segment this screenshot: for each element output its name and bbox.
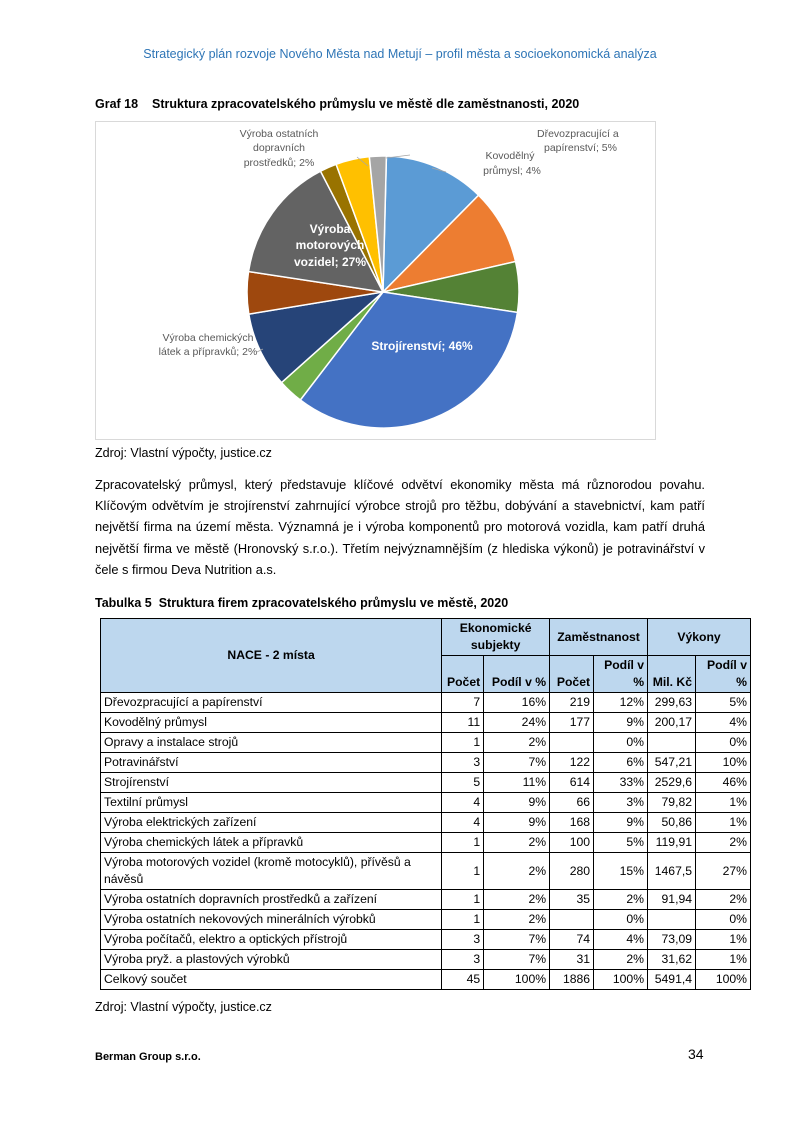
- cell-value: 0%: [696, 910, 751, 930]
- cell-nace-name: Celkový součet: [101, 970, 442, 990]
- cell-value: 66: [550, 793, 594, 813]
- cell-nace-name: Potravinářství: [101, 753, 442, 773]
- cell-value: 31: [550, 950, 594, 970]
- cell-value: 46%: [696, 773, 751, 793]
- cell-value: 45: [442, 970, 484, 990]
- cell-nace-name: Textilní průmysl: [101, 793, 442, 813]
- cell-value: 15%: [594, 853, 648, 890]
- body-paragraph: Zpracovatelský průmysl, který představuje klíčové odvětví ekonomiky města má různorodou povahu. Klíčovým odvětvím je strojírenství zahrnující výrobce strojů pro těžbu, dobývání a stavebnictví, kam patří největší firma na území města. Významná je i výroba komponentů pro motorová vozidla, kam patří druhá největší firma ve městě (Hronovský s.r.o.). Třetím nejvýznamnějším (z hlediska výkonů) je potravinářství v čele s firmou Deva Nutrition a.s.: [95, 477, 705, 577]
- cell-value: 122: [550, 753, 594, 773]
- table-row: [101, 713, 751, 733]
- cell-value: 100%: [594, 970, 648, 990]
- cell-nace-name: Výroba elektrických zařízení: [101, 813, 442, 833]
- table-source: Zdroj: Vlastní výpočty, justice.cz: [95, 1000, 272, 1014]
- cell-value: 2%: [484, 853, 550, 890]
- cell-value: 2%: [594, 950, 648, 970]
- cell-value: 31,62: [648, 950, 696, 970]
- th-col: Podíl v %: [484, 656, 550, 693]
- cell-value: 5%: [594, 833, 648, 853]
- cell-nace-name: Výroba počítačů, elektro a optických přístrojů: [101, 930, 442, 950]
- cell-value: 168: [550, 813, 594, 833]
- cell-value: 27%: [696, 853, 751, 890]
- cell-value: 1: [442, 833, 484, 853]
- label-motor-2: motorových: [295, 238, 365, 252]
- label-motor-3: vozidel; 27%: [293, 255, 367, 269]
- label-chem-2: látek a přípravků; 2%: [158, 346, 258, 358]
- cell-value: 4: [442, 813, 484, 833]
- cell-value: 1%: [696, 813, 751, 833]
- table-row: [101, 773, 751, 793]
- cell-value: 2%: [594, 890, 648, 910]
- cell-value: [550, 910, 594, 930]
- cell-value: 280: [550, 853, 594, 890]
- page-header: Strategický plán rozvoje Nového Města nad Metují – profil města a socioekonomická analýza: [143, 47, 657, 61]
- cell-value: 2%: [484, 833, 550, 853]
- cell-value: 3: [442, 930, 484, 950]
- cell-value: 0%: [594, 910, 648, 930]
- cell-value: 24%: [484, 713, 550, 733]
- cell-value: 5: [442, 773, 484, 793]
- cell-nace-name: Výroba pryž. a plastových výrobků: [101, 950, 442, 970]
- cell-value: 35: [550, 890, 594, 910]
- cell-value: 73,09: [648, 930, 696, 950]
- cell-value: 1467,5: [648, 853, 696, 890]
- th-group-subjects: Ekonomické subjekty: [442, 619, 550, 656]
- label-doprava-1: Výroba ostatních: [239, 128, 319, 140]
- table-row: [101, 910, 751, 930]
- cell-value: 219: [550, 693, 594, 713]
- cell-value: 0%: [696, 733, 751, 753]
- chart-source: Zdroj: Vlastní výpočty, justice.cz: [95, 446, 272, 460]
- cell-value: 7%: [484, 930, 550, 950]
- cell-value: 2%: [696, 833, 751, 853]
- cell-value: 5%: [696, 693, 751, 713]
- cell-value: 16%: [484, 693, 550, 713]
- table-caption-title: Struktura firem zpracovatelského průmyslu ve městě, 2020: [158, 596, 509, 610]
- cell-nace-name: Výroba ostatních nekovových minerálních výrobků: [101, 910, 442, 930]
- table-row: [101, 890, 751, 910]
- table-body: [101, 693, 751, 990]
- cell-value: 79,82: [648, 793, 696, 813]
- th-col: Podíl v %: [594, 656, 648, 693]
- cell-value: 4: [442, 793, 484, 813]
- chart-caption-number: Graf 18: [95, 97, 139, 111]
- cell-value: 91,94: [648, 890, 696, 910]
- cell-value: 4%: [696, 713, 751, 733]
- cell-value: 3%: [594, 793, 648, 813]
- cell-value: 10%: [696, 753, 751, 773]
- cell-nace-name: Strojírenství: [101, 773, 442, 793]
- cell-value: 0%: [594, 733, 648, 753]
- cell-value: 74: [550, 930, 594, 950]
- cell-value: 1%: [696, 950, 751, 970]
- cell-value: 9%: [484, 793, 550, 813]
- cell-value: 33%: [594, 773, 648, 793]
- label-chem-1: Výroba chemických: [162, 332, 254, 344]
- cell-nace-name: Výroba ostatních dopravních prostředků a zařízení: [101, 890, 442, 910]
- chart-caption-title: Struktura zpracovatelského průmyslu ve městě dle zaměstnanosti, 2020: [152, 97, 580, 111]
- cell-value: 3: [442, 950, 484, 970]
- cell-nace-name: Dřevozpracující a papírenství: [101, 693, 442, 713]
- chart-caption: [95, 97, 579, 111]
- cell-value: 9%: [484, 813, 550, 833]
- cell-value: 1: [442, 733, 484, 753]
- cell-value: 547,21: [648, 753, 696, 773]
- cell-nace-name: Kovodělný průmysl: [101, 713, 442, 733]
- table-row: [101, 753, 751, 773]
- cell-value: 2%: [696, 890, 751, 910]
- th-col: Podíl v %: [696, 656, 751, 693]
- cell-value: 7: [442, 693, 484, 713]
- label-kovo-1: Kovodělný: [485, 150, 535, 162]
- cell-value: [648, 910, 696, 930]
- cell-value: 1: [442, 910, 484, 930]
- cell-value: [550, 733, 594, 753]
- cell-value: 6%: [594, 753, 648, 773]
- cell-value: 7%: [484, 950, 550, 970]
- th-nace: NACE - 2 místa: [101, 619, 442, 693]
- table-row: [101, 813, 751, 833]
- cell-value: 299,63: [648, 693, 696, 713]
- th-col: Mil. Kč: [648, 656, 696, 693]
- footer-company: Berman Group s.r.o.: [95, 1051, 201, 1063]
- cell-value: 3: [442, 753, 484, 773]
- cell-value: 119,91: [648, 833, 696, 853]
- cell-value: 177: [550, 713, 594, 733]
- th-col: Počet: [550, 656, 594, 693]
- table-row: [101, 950, 751, 970]
- table-row: [101, 970, 751, 990]
- cell-value: 1%: [696, 930, 751, 950]
- cell-value: 100%: [484, 970, 550, 990]
- cell-value: 9%: [594, 813, 648, 833]
- cell-value: 5491,4: [648, 970, 696, 990]
- th-col: Počet: [442, 656, 484, 693]
- cell-nace-name: Opravy a instalace strojů: [101, 733, 442, 753]
- label-drevo-1: Dřevozpracující a: [537, 128, 619, 140]
- cell-value: 11%: [484, 773, 550, 793]
- cell-value: 2%: [484, 733, 550, 753]
- cell-value: [648, 733, 696, 753]
- label-drevo-2: papírenství; 5%: [544, 142, 617, 154]
- table-row: [101, 853, 751, 890]
- cell-value: 9%: [594, 713, 648, 733]
- table-row: [101, 693, 751, 713]
- th-group-output: Výkony: [648, 619, 751, 656]
- cell-value: 2%: [484, 890, 550, 910]
- cell-value: 2%: [484, 910, 550, 930]
- cell-value: 50,86: [648, 813, 696, 833]
- label-doprava-3: prostředků; 2%: [243, 157, 315, 169]
- cell-value: 100: [550, 833, 594, 853]
- table-row: [101, 833, 751, 853]
- cell-value: 7%: [484, 753, 550, 773]
- pie-chart-frame: [95, 121, 656, 440]
- pie-chart: [96, 122, 657, 441]
- cell-value: 2529,6: [648, 773, 696, 793]
- table-caption: [95, 596, 508, 610]
- cell-value: 12%: [594, 693, 648, 713]
- cell-value: 614: [550, 773, 594, 793]
- label-stroj: Strojírenství; 46%: [371, 339, 473, 353]
- cell-value: 11: [442, 713, 484, 733]
- cell-nace-name: Výroba motorových vozidel (kromě motocyklů), přívěsů a návěsů: [101, 853, 442, 890]
- cell-value: 100%: [696, 970, 751, 990]
- cell-value: 200,17: [648, 713, 696, 733]
- label-kovo-2: průmysl; 4%: [483, 165, 541, 177]
- table-row: [101, 793, 751, 813]
- page-number: 34: [688, 1046, 704, 1062]
- cell-value: 4%: [594, 930, 648, 950]
- label-motor-1: Výroba: [309, 222, 351, 236]
- table-caption-number: Tabulka 5: [95, 596, 152, 610]
- cell-value: 1%: [696, 793, 751, 813]
- cell-value: 1886: [550, 970, 594, 990]
- table-row: [101, 733, 751, 753]
- nace-table: [100, 618, 751, 990]
- cell-value: 1: [442, 853, 484, 890]
- label-doprava-2: dopravních: [253, 142, 305, 154]
- th-group-employment: Zaměstnanost: [550, 619, 648, 656]
- cell-value: 1: [442, 890, 484, 910]
- cell-nace-name: Výroba chemických látek a přípravků: [101, 833, 442, 853]
- table-row: [101, 930, 751, 950]
